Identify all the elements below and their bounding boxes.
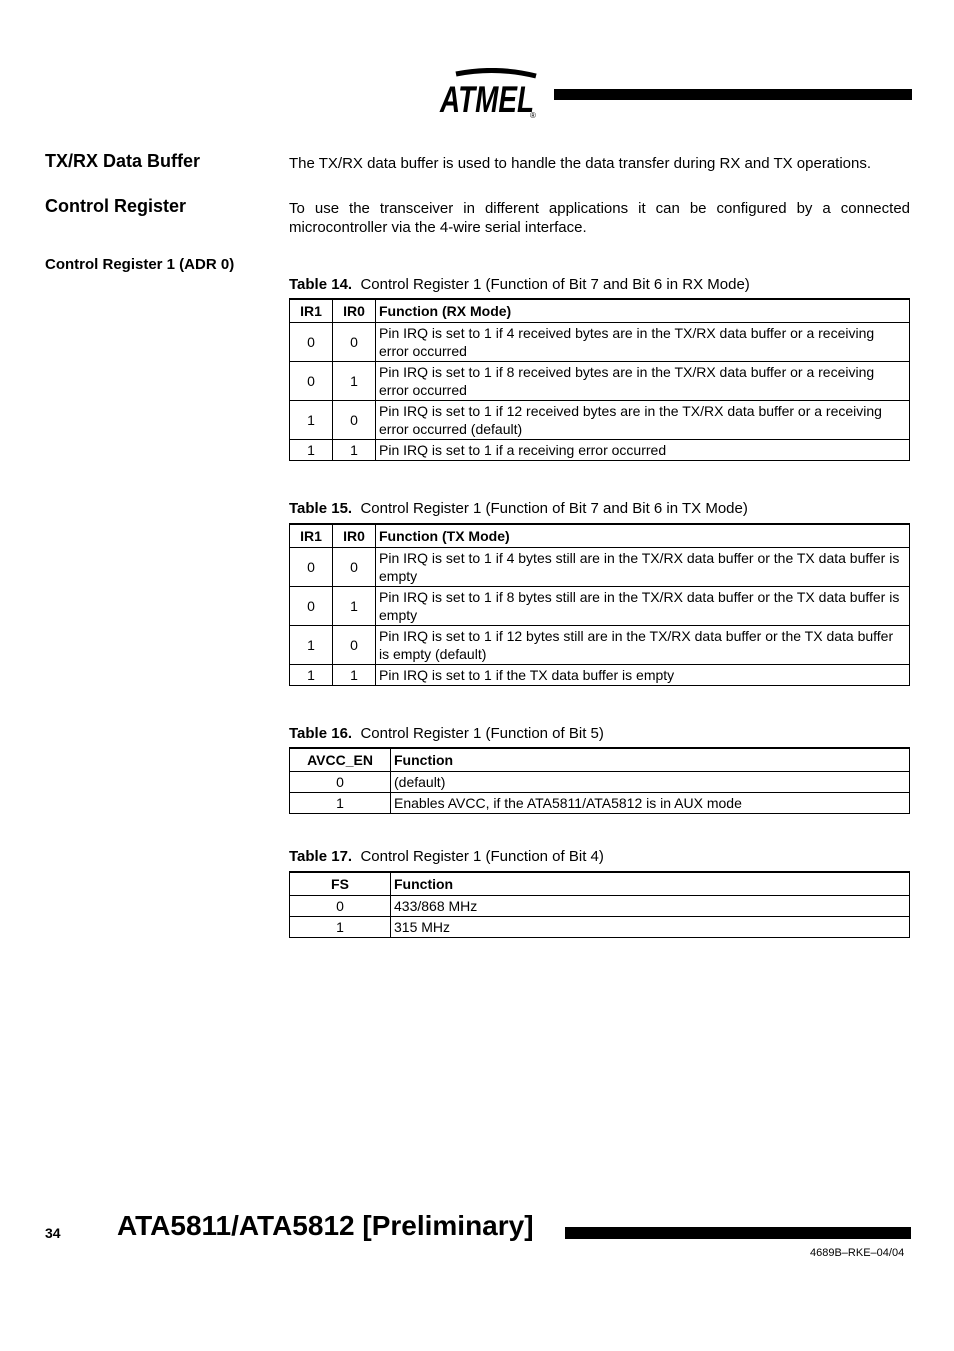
cell-ir1: 0: [290, 587, 333, 626]
table-14-title: Control Register 1 (Function of Bit 7 and Bit 6 in RX Mode): [360, 276, 750, 293]
cell-function: Pin IRQ is set to 1 if 12 received bytes are in the TX/RX data buffer or a receiving error occurred (default): [376, 401, 910, 440]
table-row: [290, 772, 910, 793]
table-row: [290, 401, 910, 440]
cell-ir0: 1: [333, 362, 376, 401]
cell-ir1: 1: [290, 401, 333, 440]
logo-text: ATMEL: [439, 79, 534, 120]
header-ir0: IR0: [333, 524, 376, 548]
table-row: [290, 362, 910, 401]
cell-function: 315 MHz: [391, 917, 910, 938]
table-16-title: Control Register 1 (Function of Bit 5): [360, 725, 604, 742]
cell-function: Pin IRQ is set to 1 if 8 bytes still are in the TX/RX data buffer or the TX data buffer is empty: [376, 587, 910, 626]
table-16-caption: [289, 725, 604, 742]
table-header-row: [290, 748, 910, 772]
cell-function: 433/868 MHz: [391, 896, 910, 917]
table-row: [290, 917, 910, 938]
cell-ir0: 0: [333, 323, 376, 362]
table-15: [289, 523, 910, 686]
cell-ir1: 0: [290, 548, 333, 587]
table-header-row: [290, 299, 910, 323]
cell-ir1: 0: [290, 362, 333, 401]
cell-fs: 0: [290, 896, 391, 917]
table-14-caption: [289, 276, 750, 293]
heading-control-register-1: Control Register 1 (ADR 0): [45, 256, 235, 273]
table-15-caption: [289, 500, 748, 517]
footer-rule: [565, 1227, 911, 1239]
table-row: [290, 896, 910, 917]
header-ir0: IR0: [333, 299, 376, 323]
cell-function: Pin IRQ is set to 1 if the TX data buffer is empty: [376, 665, 910, 686]
table-15-title: Control Register 1 (Function of Bit 7 and Bit 6 in TX Mode): [360, 500, 748, 517]
table-17: [289, 871, 910, 938]
cell-ir0: 1: [333, 440, 376, 461]
table-header-row: [290, 524, 910, 548]
table-row: [290, 665, 910, 686]
header-function: Function: [391, 872, 910, 896]
cell-ir0: 0: [333, 401, 376, 440]
table-16: [289, 747, 910, 814]
heading-data-buffer: TX/RX Data Buffer: [45, 151, 201, 171]
header-function: Function (RX Mode): [376, 299, 910, 323]
header-function: Function (TX Mode): [376, 524, 910, 548]
atmel-logo: [438, 68, 542, 120]
table-15-label: Table 15.: [289, 500, 353, 517]
cell-function: Pin IRQ is set to 1 if a receiving error occurred: [376, 440, 910, 461]
header-rule: [554, 89, 912, 100]
header-avcc-en: AVCC_EN: [290, 748, 391, 772]
cell-ir0: 1: [333, 587, 376, 626]
table-row: [290, 793, 910, 814]
header-function: Function: [391, 748, 910, 772]
footer-title: ATA5811/ATA5812 [Preliminary]: [117, 1210, 534, 1241]
cell-ir1: 0: [290, 323, 333, 362]
cell-function: Pin IRQ is set to 1 if 4 bytes still are in the TX/RX data buffer or the TX data buffer is empty: [376, 548, 910, 587]
control-register-text: To use the transceiver in different applications it can be configured by a connected microcontroller via the 4-wire serial interface.: [289, 200, 910, 236]
table-17-label: Table 17.: [289, 848, 353, 865]
table-17-title: Control Register 1 (Function of Bit 4): [360, 848, 604, 865]
table-row: [290, 587, 910, 626]
cell-ir1: 1: [290, 626, 333, 665]
registered-mark: ®: [530, 111, 536, 120]
header-fs: FS: [290, 872, 391, 896]
table-row: [290, 548, 910, 587]
cell-avcc-en: 0: [290, 772, 391, 793]
cell-function: Pin IRQ is set to 1 if 4 received bytes are in the TX/RX data buffer or a receiving error occurred: [376, 323, 910, 362]
data-buffer-text: The TX/RX data buffer is used to handle the data transfer during RX and TX operations.: [289, 155, 872, 172]
table-16-label: Table 16.: [289, 725, 353, 742]
cell-function: (default): [391, 772, 910, 793]
heading-control-register: Control Register: [45, 196, 187, 216]
cell-function: Pin IRQ is set to 1 if 12 bytes still are in the TX/RX data buffer or the TX data buffer is empty (default): [376, 626, 910, 665]
cell-fs: 1: [290, 917, 391, 938]
document-code: 4689B–RKE–04/04: [810, 1247, 905, 1259]
cell-ir0: 0: [333, 626, 376, 665]
table-row: [290, 440, 910, 461]
cell-ir0: 0: [333, 548, 376, 587]
table-14: [289, 298, 910, 461]
page-number: 34: [45, 1225, 61, 1241]
header-ir1: IR1: [290, 524, 333, 548]
header-ir1: IR1: [290, 299, 333, 323]
table-header-row: [290, 872, 910, 896]
table-17-caption: [289, 848, 604, 865]
table-row: [290, 626, 910, 665]
cell-avcc-en: 1: [290, 793, 391, 814]
cell-ir1: 1: [290, 440, 333, 461]
cell-function: Enables AVCC, if the ATA5811/ATA5812 is in AUX mode: [391, 793, 910, 814]
table-row: [290, 323, 910, 362]
cell-ir1: 1: [290, 665, 333, 686]
cell-function: Pin IRQ is set to 1 if 8 received bytes are in the TX/RX data buffer or a receiving error occurred: [376, 362, 910, 401]
cell-ir0: 1: [333, 665, 376, 686]
table-14-label: Table 14.: [289, 276, 353, 293]
